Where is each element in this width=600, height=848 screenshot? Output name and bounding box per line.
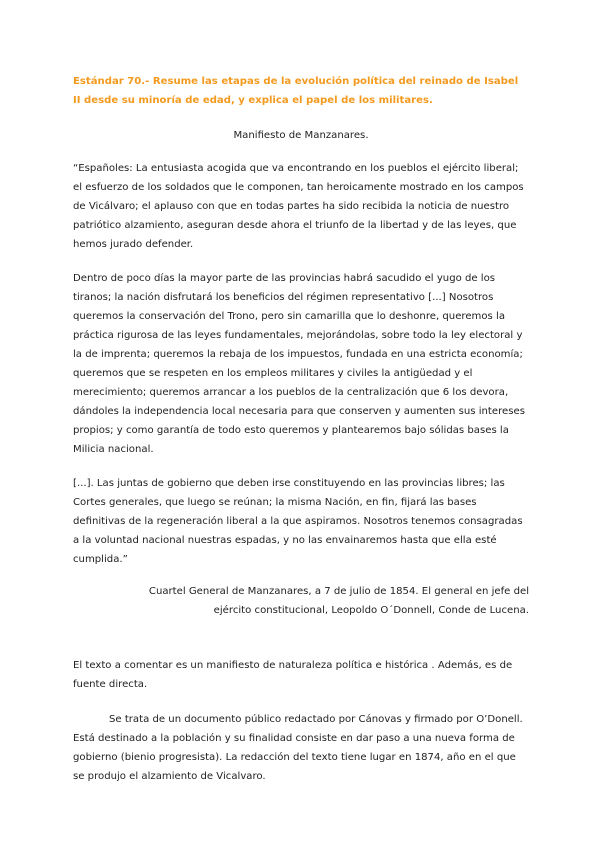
manifesto-paragraph-2: Dentro de poco días la mayor parte de las provincias habrá sacudido el yugo de los tiranos; la nación disfrutará los beneficios del régimen representativo [...] Nosotros queremos la conservación del Trono, pero sin camarilla que lo deshonre, queremos la práctica rigurosa de las leyes fundamentales, mejorándolas, sobre todo la ley electoral y la de imprenta; queremos la rebaja de los impuestos, fundada en una estricta economía; queremos que se respeten en los empleos militares y civiles la antigüedad y el merecimiento; queremos arrancar a los pueblos de la centralización que 6 los devora, dándoles la independencia local necesaria para que conserven y aumenten sus intereses propios; y como garantía de todo esto queremos y plantearemos bajo sólidas bases la Milicia nacional. bbox=[73, 273, 525, 455]
commentary-paragraph-1: El texto a comentar es un manifiesto de naturaleza política e histórica . Además, es de fuente directa. bbox=[73, 660, 513, 690]
manifesto-paragraph-3: [...]. Las juntas de gobierno que deben irse constituyendo en las provincias libres; las Cortes generales, que luego se reúnan; la misma Nación, en fin, fijará las bases definitivas de la regeneración liberal a la que aspiramos. Nosotros tenemos consagradas a la voluntad nacional nuestras espadas, y no las envainaremos hasta que ella esté cumplida.” bbox=[73, 478, 523, 565]
standard-heading: Estándar 70.- Resume las etapas de la evolución política del reinado de Isabel II desde su minoría de edad, y explica el papel de los militares. bbox=[73, 76, 519, 106]
document-title: Manifiesto de Manzanares. bbox=[233, 130, 369, 141]
document-content bbox=[73, 72, 529, 786]
manifesto-paragraph-1: “Españoles: La entusiasta acogida que va encontrando en los pueblos el ejército liberal; el esfuerzo de los soldados que le componen, tan heroicamente mostrado en los campos de Vicálvaro; el aplauso con que en todas partes ha sido recibida la noticia de nuestro patriótico alzamiento, aseguran desde ahora el triunfo de la libertad y de las leyes, que hemos jurado defender. bbox=[73, 163, 524, 250]
commentary-paragraph-2: Se trata de un documento público redactado por Cánovas y firmado por O’Donell. Está destinado a la población y su finalidad consiste en dar paso a una nueva forma de gobierno (bienio progresista). La redacción del texto tiene lugar en 1874, año en el que se produjo el alzamiento de Vicalvaro. bbox=[73, 714, 523, 782]
manifesto-signature: Cuartel General de Manzanares, a 7 de julio de 1854. El general en jefe del ejército constitucional, Leopoldo O´Donnell, Conde de Lucena. bbox=[148, 586, 529, 616]
